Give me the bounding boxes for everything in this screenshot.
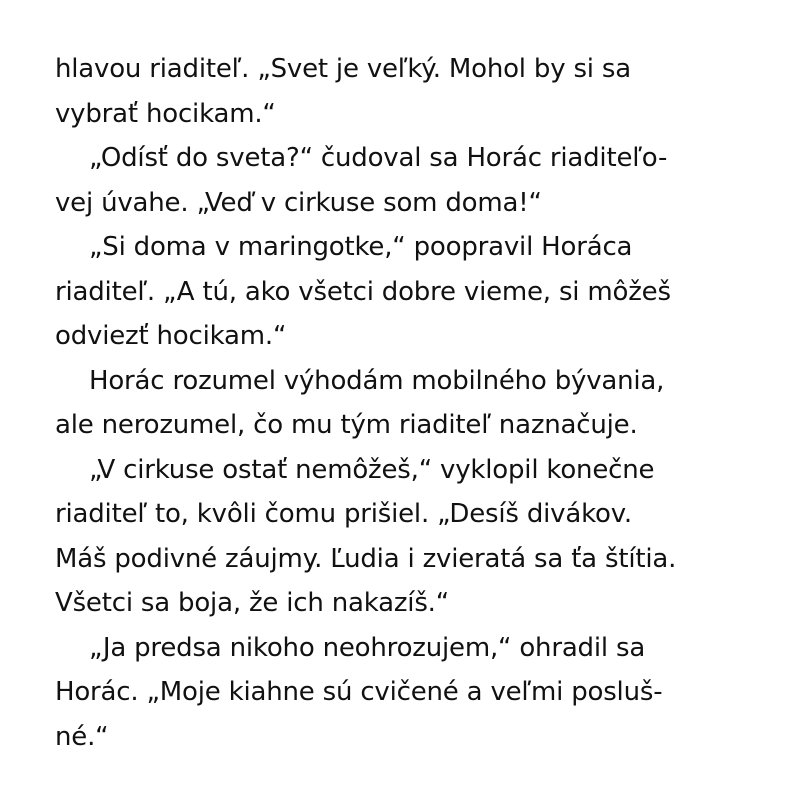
text-line: Horác. „Moje kiahne sú cvičené a veľmi posluš- [55,677,663,707]
text-line: vybrať hocikam.“ [55,98,276,129]
text-line: hlavou riaditeľ. „Svet je veľký. Mohol by si sa [55,54,631,84]
text-line: „Ja predsa nikoho neohrozujem,“ ohradil sa [89,632,646,663]
text-line: riaditeľ. „A tú, ako všetci dobre vieme, si môžeš [55,276,671,307]
text-line: „Odísť do sveta?“ čudoval sa Horác riaditeľo- [89,143,668,173]
text-line: riaditeľ to, kvôli čomu prišiel. „Desíš divákov. [55,499,632,529]
text-line: Máš podivné záujmy. Ľudia i zvieratá sa ťa štítia. [55,543,677,574]
text-page [55,47,755,759]
text-line: né.“ [55,721,109,752]
text-line: „V cirkuse ostať nemôžeš,“ vyklopil konečne [89,454,655,485]
text-line: „Si doma v maringotke,“ poopravil Horáca [89,232,633,262]
text-line: vej úvahe. „Veď v cirkuse som doma!“ [55,187,542,218]
text-line: Všetci sa boja, že ich nakazíš.“ [55,588,450,618]
text-line: Horác rozumel výhodám mobilného bývania, [89,365,665,396]
text-line: odviezť hocikam.“ [55,321,287,351]
text-line: ale nerozumel, čo mu tým riaditeľ naznačuje. [55,410,638,440]
